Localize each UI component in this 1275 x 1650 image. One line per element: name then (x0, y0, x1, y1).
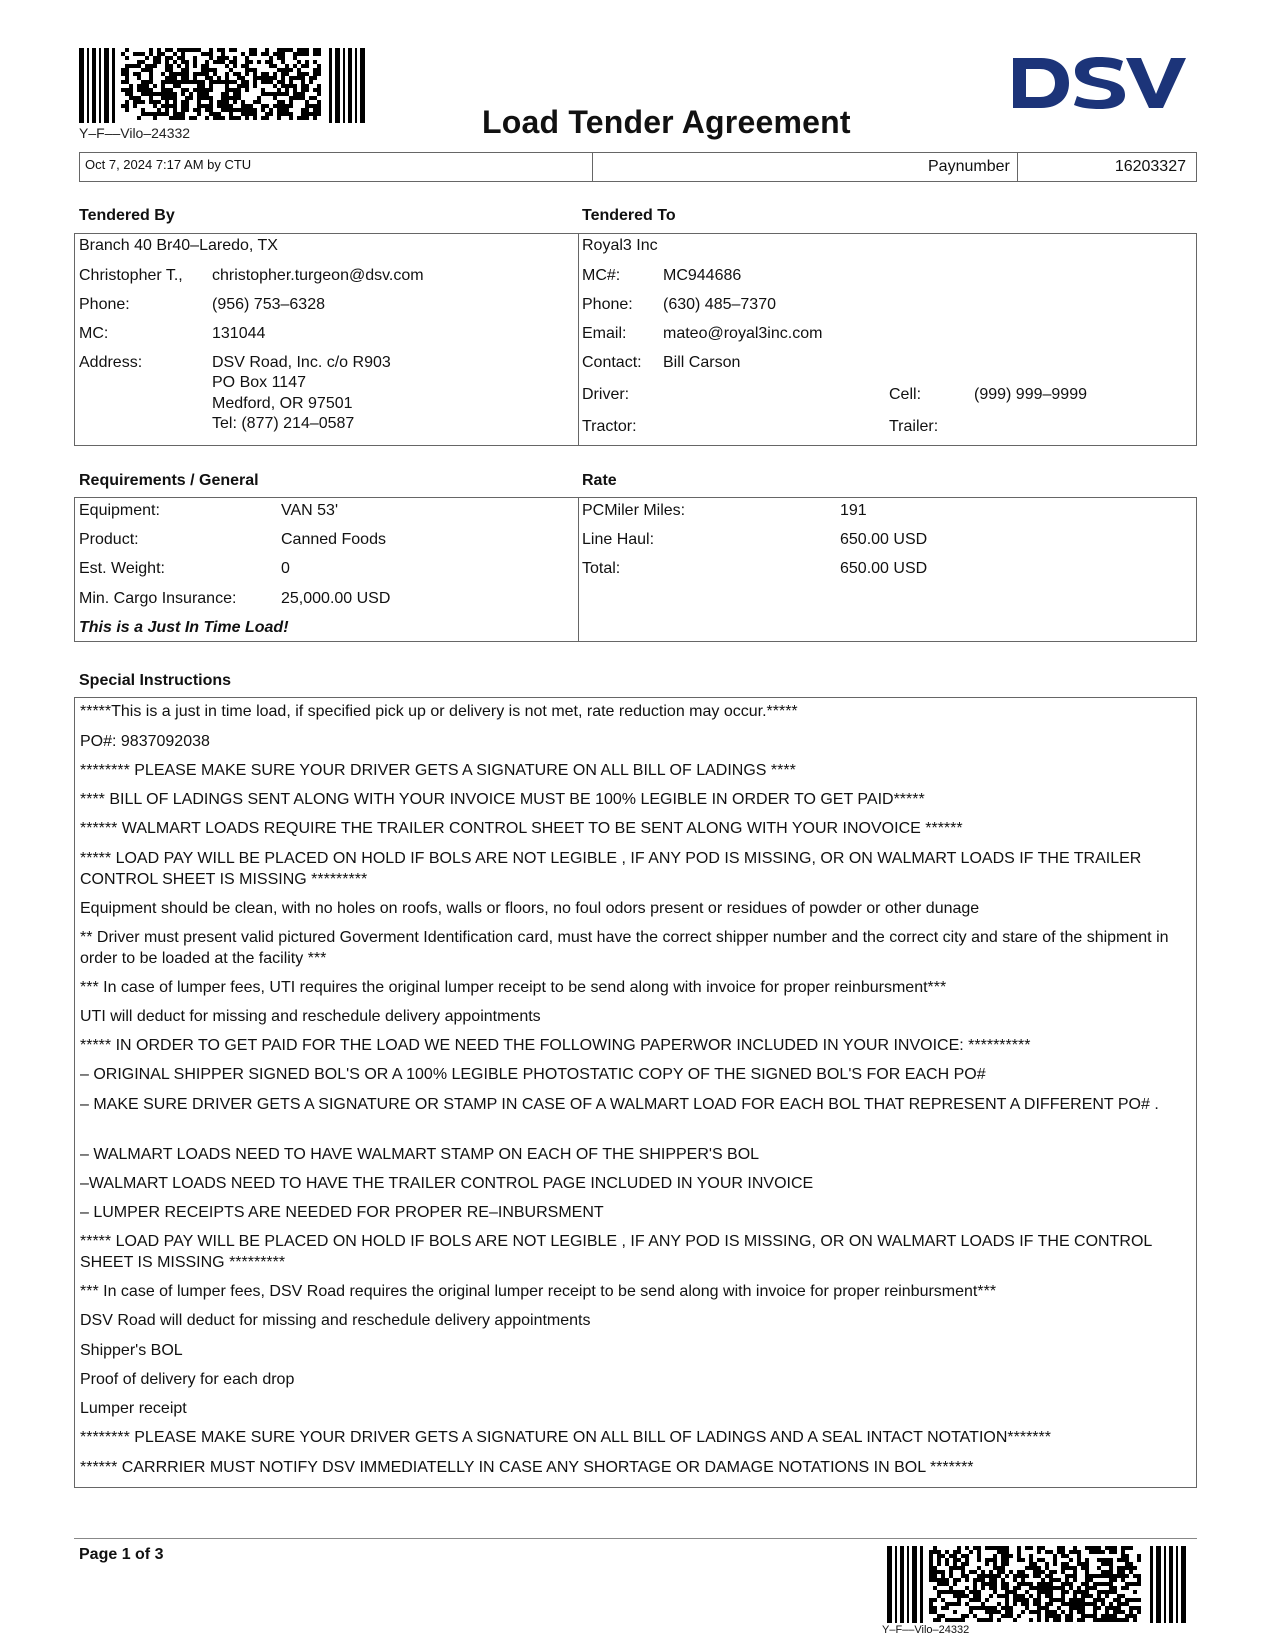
tendered-by-address-line-2: PO Box 1147 (212, 374, 306, 391)
meta-divider-2 (1017, 153, 1018, 181)
tendered-to-cell-label: Cell: (889, 386, 922, 403)
linehaul-value: 650.00 USD (840, 531, 928, 548)
tendered-to-contact-label: Contact: (582, 354, 642, 371)
instruction-line: ***** LOAD PAY WILL BE PLACED ON HOLD IF BOLS ARE NOT LEGIBLE , IF ANY POD IS MISSING, OR ON WALMART LOADS IF THE TRAILER CONTROL SHEET IS MISSING ********* (80, 850, 1142, 888)
product-value: Canned Foods (281, 531, 386, 548)
tendered-to-company: Royal3 Inc (582, 237, 658, 254)
instruction-line: Equipment should be clean, with no holes on roofs, walls or floors, no foul odors present or residues of powder or other dunage (80, 900, 980, 917)
tendered-to-contact: Bill Carson (663, 354, 741, 371)
instruction-line: **** BILL OF LADINGS SENT ALONG WITH YOUR INVOICE MUST BE 100% LEGIBLE IN ORDER TO GET PAID***** (80, 791, 925, 808)
tendered-to-heading: Tendered To (582, 207, 676, 224)
created-timestamp: Oct 7, 2024 7:17 AM by CTU (85, 157, 252, 172)
miles-value: 191 (840, 502, 867, 519)
tendered-to-phone-label: Phone: (582, 296, 633, 313)
paynumber-label: Paynumber (928, 158, 1010, 175)
instruction-line: *** In case of lumper fees, DSV Road requires the original lumper receipt to be send along with invoice for proper reinbursment*** (80, 1283, 997, 1300)
barcode-top (79, 48, 369, 123)
tendered-to-cell: (999) 999–9999 (974, 386, 1087, 403)
weight-label: Est. Weight: (79, 560, 165, 577)
total-label: Total: (582, 560, 621, 577)
instruction-line: ****** WALMART LOADS REQUIRE THE TRAILER CONTROL SHEET TO BE SENT ALONG WITH YOUR INOVOICE ****** (80, 820, 963, 837)
instruction-line: Proof of delivery for each drop (80, 1371, 295, 1388)
special-instructions-heading: Special Instructions (79, 672, 232, 689)
product-label: Product: (79, 531, 139, 548)
tendered-to-mc-label: MC#: (582, 267, 621, 284)
paynumber-value: 16203327 (1114, 158, 1186, 175)
instruction-line: UTI will deduct for missing and reschedule delivery appointments (80, 1008, 541, 1025)
instruction-line: ***** IN ORDER TO GET PAID FOR THE LOAD WE NEED THE FOLLOWING PAPERWOR INCLUDED IN YOUR INVOICE: ********** (80, 1037, 1031, 1054)
document-id-bottom: Y–F––Vilo–24332 (882, 1624, 970, 1636)
tendered-by-email: christopher.turgeon@dsv.com (212, 267, 424, 284)
footer-rule (74, 1538, 1197, 1539)
equipment-label: Equipment: (79, 502, 160, 519)
miles-label: PCMiler Miles: (582, 502, 686, 519)
instruction-line: ** Driver must present valid pictured Goverment Identification card, must have the correct shipper number and the correct city and stare of the shipment in order to be loaded at the facility *** (80, 929, 1169, 967)
tendered-by-mc: 131044 (212, 325, 266, 342)
insurance-value: 25,000.00 USD (281, 590, 391, 607)
requirements-heading: Requirements / General (79, 472, 259, 489)
linehaul-label: Line Haul: (582, 531, 655, 548)
equipment-value: VAN 53' (281, 502, 339, 519)
tendered-by-phone-label: Phone: (79, 296, 130, 313)
tendered-to-mc: MC944686 (663, 267, 742, 284)
tendered-to-email-label: Email: (582, 325, 627, 342)
instruction-line: ******** PLEASE MAKE SURE YOUR DRIVER GETS A SIGNATURE ON ALL BILL OF LADINGS AND A SEAL INTACT NOTATION******* (80, 1429, 1051, 1446)
tendered-by-address-line-4: Tel: (877) 214–0587 (212, 415, 355, 432)
tendered-by-contact-name: Christopher T., (79, 267, 183, 284)
instruction-line: – ORIGINAL SHIPPER SIGNED BOL'S OR A 100% LEGIBLE PHOTOSTATIC COPY OF THE SIGNED BOL'S FOR EACH PO# (80, 1066, 986, 1083)
tendered-by-branch: Branch 40 Br40–Laredo, TX (79, 237, 278, 254)
tendered-by-mc-label: MC: (79, 325, 109, 342)
meta-divider-1 (592, 153, 593, 181)
instruction-line: *** In case of lumper fees, UTI requires the original lumper receipt to be send along with invoice for proper reinbursment*** (80, 979, 947, 996)
tendered-to-phone: (630) 485–7370 (663, 296, 776, 313)
instruction-line: – LUMPER RECEIPTS ARE NEEDED FOR PROPER RE–INBURSMENT (80, 1204, 604, 1221)
tendered-by-address-label: Address: (79, 354, 143, 371)
tendered-to-driver-label: Driver: (582, 386, 630, 403)
tendered-to-trailer-label: Trailer: (889, 418, 939, 435)
tendered-to-tractor-label: Tractor: (582, 418, 637, 435)
tendered-by-phone: (956) 753–6328 (212, 296, 325, 313)
total-value: 650.00 USD (840, 560, 928, 577)
page-title: Load Tender Agreement (482, 104, 851, 140)
rate-heading: Rate (582, 472, 617, 489)
requirements-divider (578, 498, 579, 641)
instruction-line: *****This is a just in time load, if specified pick up or delivery is not met, rate reduction may occur.***** (80, 703, 798, 720)
instruction-line: –WALMART LOADS NEED TO HAVE THE TRAILER CONTROL PAGE INCLUDED IN YOUR INVOICE (80, 1175, 814, 1192)
instruction-line: – WALMART LOADS NEED TO HAVE WALMART STAMP ON EACH OF THE SHIPPER'S BOL (80, 1146, 760, 1163)
page-number: Page 1 of 3 (79, 1546, 164, 1563)
tendered-by-address-line-1: DSV Road, Inc. c/o R903 (212, 354, 391, 371)
barcode-bottom (887, 1546, 1191, 1623)
weight-value: 0 (281, 560, 290, 577)
instruction-line: – MAKE SURE DRIVER GETS A SIGNATURE OR STAMP IN CASE OF A WALMART LOAD FOR EACH BOL THAT REPRESENT A DIFFERENT PO# . (80, 1096, 1159, 1113)
instruction-line: Shipper's BOL (80, 1342, 183, 1359)
instruction-line: PO#: 9837092038 (80, 733, 210, 750)
jit-note: This is a Just In Time Load! (79, 619, 289, 636)
instruction-line: ****** CARRRIER MUST NOTIFY DSV IMMEDIATELLY IN CASE ANY SHORTAGE OR DAMAGE NOTATIONS IN BOL ******* (80, 1459, 974, 1476)
meta-bar (79, 152, 1197, 182)
instruction-line: Lumper receipt (80, 1400, 187, 1417)
instruction-line: DSV Road will deduct for missing and reschedule delivery appointments (80, 1312, 591, 1329)
tendered-to-email: mateo@royal3inc.com (663, 325, 823, 342)
tendered-by-address-line-3: Medford, OR 97501 (212, 395, 353, 412)
instruction-line: ******** PLEASE MAKE SURE YOUR DRIVER GETS A SIGNATURE ON ALL BILL OF LADINGS **** (80, 762, 796, 779)
tender-divider (578, 234, 579, 445)
dsv-logo (1013, 56, 1188, 110)
document-id-top: Y–F––Vilo–24332 (79, 125, 191, 141)
instruction-line: ***** LOAD PAY WILL BE PLACED ON HOLD IF BOLS ARE NOT LEGIBLE , IF ANY POD IS MISSING, OR ON WALMART LOADS IF THE CONTROL SHEET IS MISSING ********* (80, 1233, 1152, 1271)
tendered-by-heading: Tendered By (79, 207, 175, 224)
insurance-label: Min. Cargo Insurance: (79, 590, 237, 607)
